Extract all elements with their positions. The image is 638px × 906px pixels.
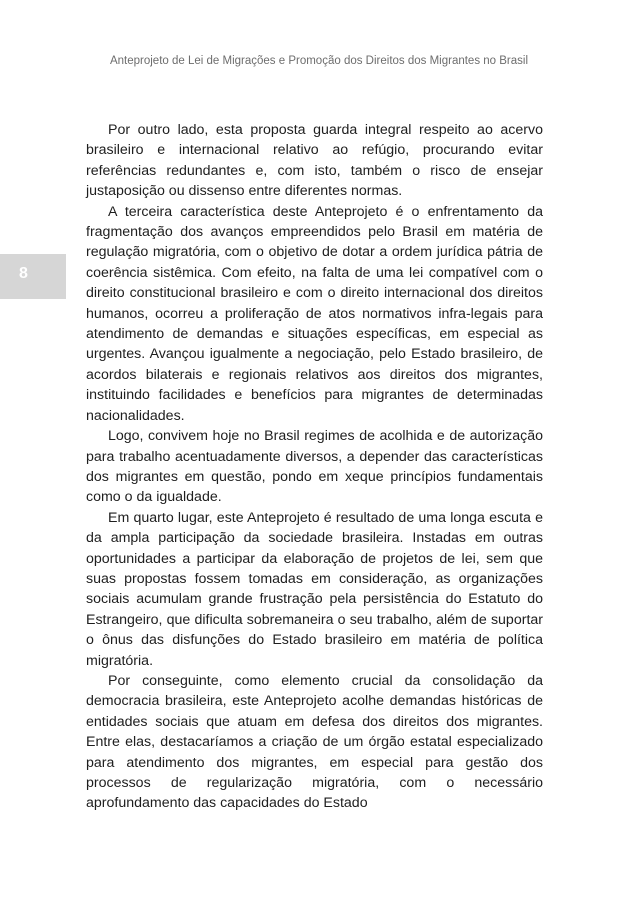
body-text bbox=[86, 120, 543, 814]
running-header: Anteprojeto de Lei de Migrações e Promoção dos Direitos dos Migrantes no Brasil bbox=[109, 55, 529, 67]
page-number: 8 bbox=[19, 265, 28, 282]
paragraph-participacao: Em quarto lugar, este Anteprojeto é resultado de uma longa escuta e da ampla participação da sociedade brasileira. Instadas em outras oportunidades a participar da elaboração de projetos de lei, sem que suas propostas fossem tomadas em consideração, as organizações sociais acumulam grande frustração pela persistência do Estatuto do Estrangeiro, que dificulta sobremaneira o seu trabalho, além de suportar o ônus das disfunções do Estado brasileiro em matéria de política migratória. bbox=[86, 509, 543, 669]
paragraph-demandas: Por conseguinte, como elemento crucial da consolidação da democracia brasileira, este Anteprojeto acolhe demandas históricas de entidades sociais que atuam em defesa dos direitos dos migrantes. Entre elas, destacaríamos a criação de um órgão estatal especializado para atendimento dos migrantes, em especial para gestão dos processos de regularização migratória, com o necessário aprofundamento das capacidades do Estado bbox=[86, 672, 543, 812]
paragraph-regimes: Logo, convivem hoje no Brasil regimes de acolhida e de autorização para trabalho acentuadamente diversos, a depender das características dos migrantes em questão, pondo em xeque princípios fundamentais como o da igualdade. bbox=[86, 428, 543, 506]
paragraph-fragmentacao: A terceira característica deste Anteprojeto é o enfrentamento da fragmentação dos avanços empreendidos pelo Brasil em matéria de regulação migratória, com o objetivo de dotar a ordem jurídica pátria de coerência sistêmica. Com efeito, na falta de uma lei compatível com o direito constitucional brasileiro e com o direito internacional dos direitos humanos, ocorreu a proliferação de atos normativos infra-legais para atendimento de demandas e situações específicas, em especial as urgentes. Avançou igualmente a negociação, pelo Estado brasileiro, de acordos bilaterais e regionais relativos aos direitos dos migrantes, instituindo facilidades e benefícios para migrantes de determinadas nacionalidades. bbox=[86, 203, 543, 424]
page-number-tab bbox=[0, 254, 66, 299]
paragraph-refugio: Por outro lado, esta proposta guarda integral respeito ao acervo brasileiro e internacional relativo ao refúgio, procurando evitar referências redundantes e, com isto, também o risco de ensejar justaposição ou dissenso entre diferentes normas. bbox=[86, 122, 543, 200]
